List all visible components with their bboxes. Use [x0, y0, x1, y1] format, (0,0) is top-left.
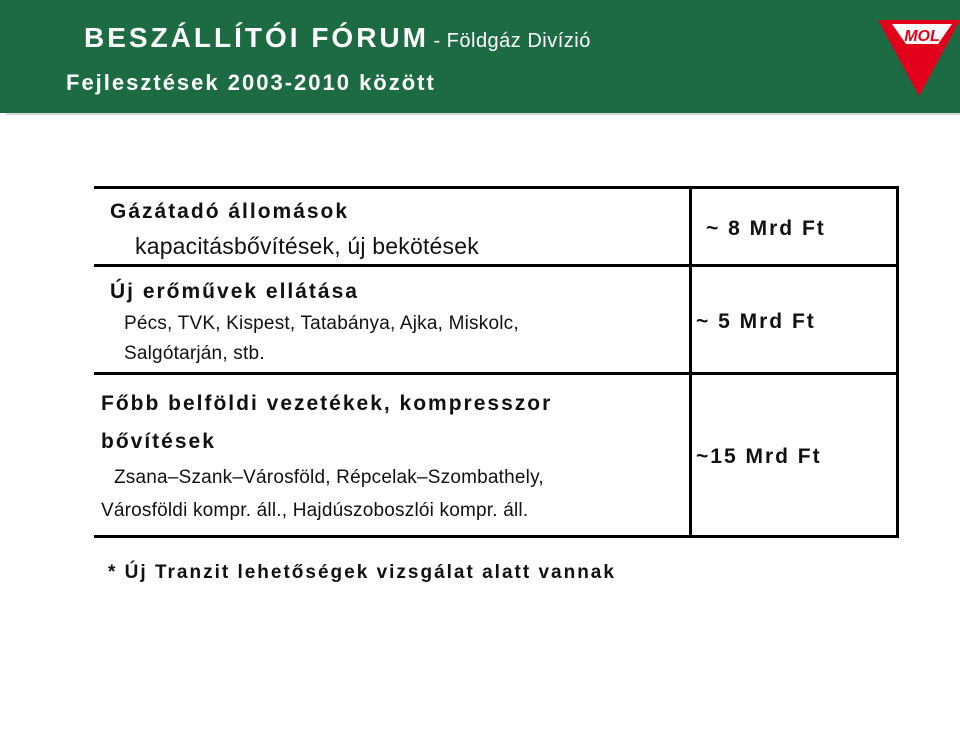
- footnote: * Új Tranzit lehetőségek vizsgálat alatt vannak: [108, 562, 616, 583]
- row-detail: Városföldi kompr. áll., Hajdúszoboszlói kompr. áll.: [101, 500, 529, 521]
- page-title: [84, 22, 591, 54]
- page-subtitle: Fejlesztések 2003-2010 között: [66, 70, 436, 95]
- row-heading: bővítések: [101, 430, 216, 453]
- row-detail: Pécs, TVK, Kispest, Tatabánya, Ajka, Miskolc,: [124, 313, 519, 334]
- row-value: ~ 8 Mrd Ft: [706, 217, 826, 240]
- logo-text: MOL: [904, 28, 940, 45]
- row-detail: Zsana–Szank–Városföld, Répcelak–Szombathely,: [114, 467, 544, 488]
- table-border-top: [94, 186, 899, 189]
- row-detail: kapacitásbővítések, új bekötések: [135, 233, 479, 259]
- table-border-right: [896, 186, 899, 538]
- row-detail: Salgótarján, stb.: [124, 343, 265, 364]
- row-heading: Főbb belföldi vezetékek, kompresszor: [101, 392, 553, 415]
- header-divider: [6, 113, 960, 115]
- row-heading: Gázátadó állomások: [110, 200, 350, 223]
- header-banner: [0, 0, 960, 113]
- row-value: ~15 Mrd Ft: [696, 445, 822, 468]
- table-row-divider: [94, 264, 899, 267]
- table-row-divider: [94, 372, 899, 375]
- table-border-bottom: [94, 535, 899, 538]
- row-value: ~ 5 Mrd Ft: [696, 310, 816, 333]
- row-heading: Új erőművek ellátása: [110, 280, 359, 303]
- costs-table: [94, 186, 899, 538]
- table-column-divider: [689, 186, 692, 538]
- title-suffix: - Földgáz Divízió: [433, 30, 591, 52]
- title-main: BESZÁLLÍTÓI FÓRUM: [84, 22, 429, 53]
- mol-logo: [878, 20, 960, 96]
